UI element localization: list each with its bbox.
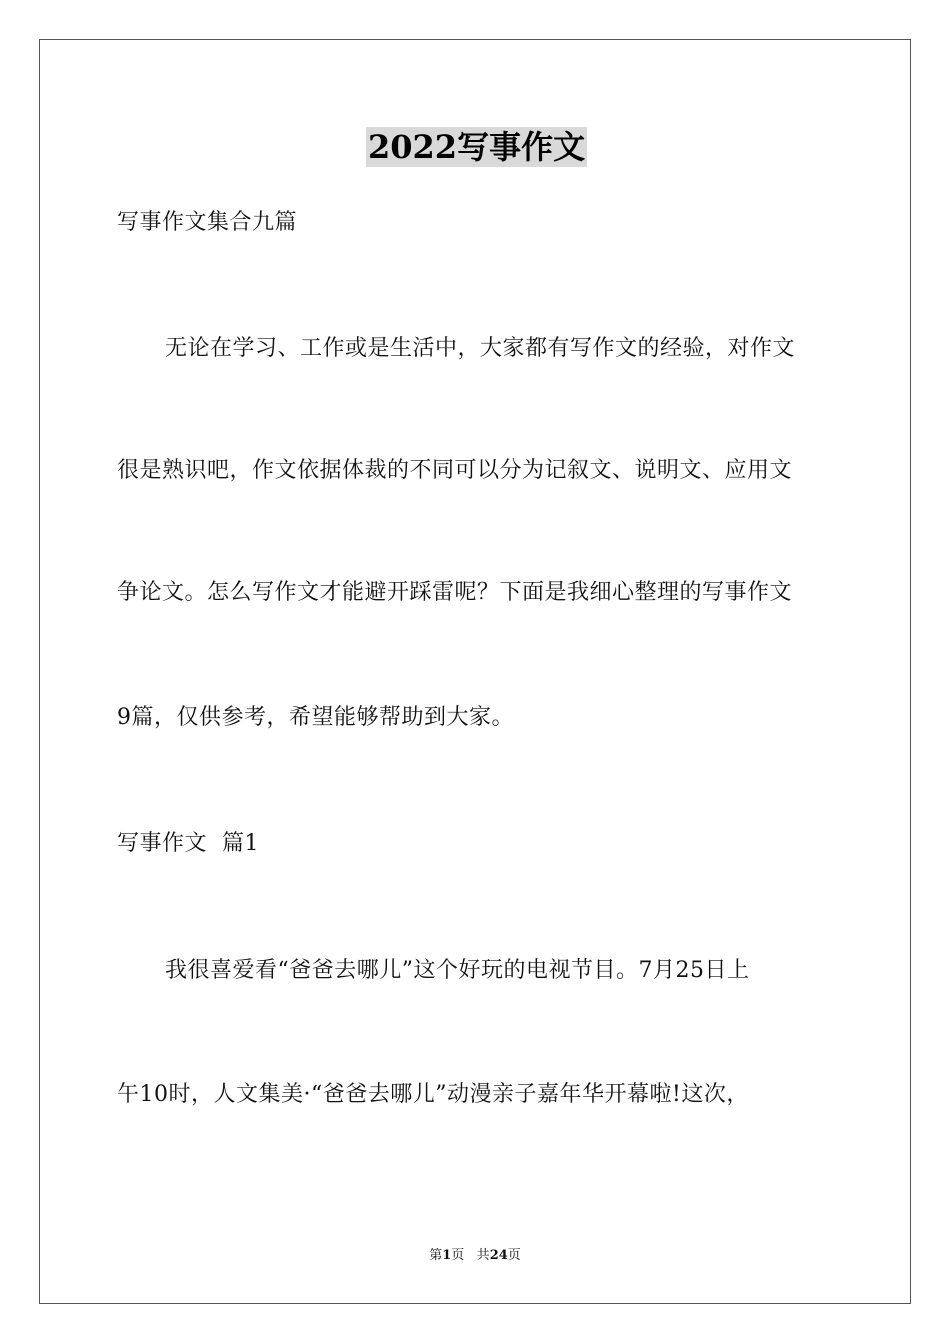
intro-line-2: 很是熟识吧，作文依据体裁的不同可以分为记叙文、说明文、应用文 (117, 458, 793, 483)
document-title: 2022写事作文 (368, 128, 586, 166)
footer-total-suffix: 页 (507, 1248, 521, 1263)
footer-page-suffix: 页 (451, 1248, 465, 1263)
intro-line-3: 争论文。怎么写作文才能避开踩雷呢？下面是我细心整理的写事作文 (117, 580, 793, 605)
footer-page-prefix: 第 (429, 1248, 443, 1263)
footer-total-prefix: 共 (476, 1248, 490, 1263)
intro-line-1: 无论在学习、工作或是生活中，大家都有写作文的经验，对作文 (165, 336, 796, 361)
section-line-1: 我很喜爱看“爸爸去哪儿”这个好玩的电视节目。7月25日上 (165, 958, 750, 983)
document-subtitle: 写事作文集合九篇 (117, 210, 298, 235)
section-line-2: 午10时，人文集美·“爸爸去哪儿”动漫亲子嘉年华开幕啦!这次， (117, 1082, 749, 1107)
intro-line-4: 9篇，仅供参考，希望能够帮助到大家。 (117, 705, 514, 730)
page-footer (0, 1247, 950, 1265)
section-heading: 写事作文 篇1 (117, 831, 259, 856)
footer-total-pages: 24 (489, 1248, 508, 1263)
footer-page-number: 1 (442, 1248, 452, 1263)
